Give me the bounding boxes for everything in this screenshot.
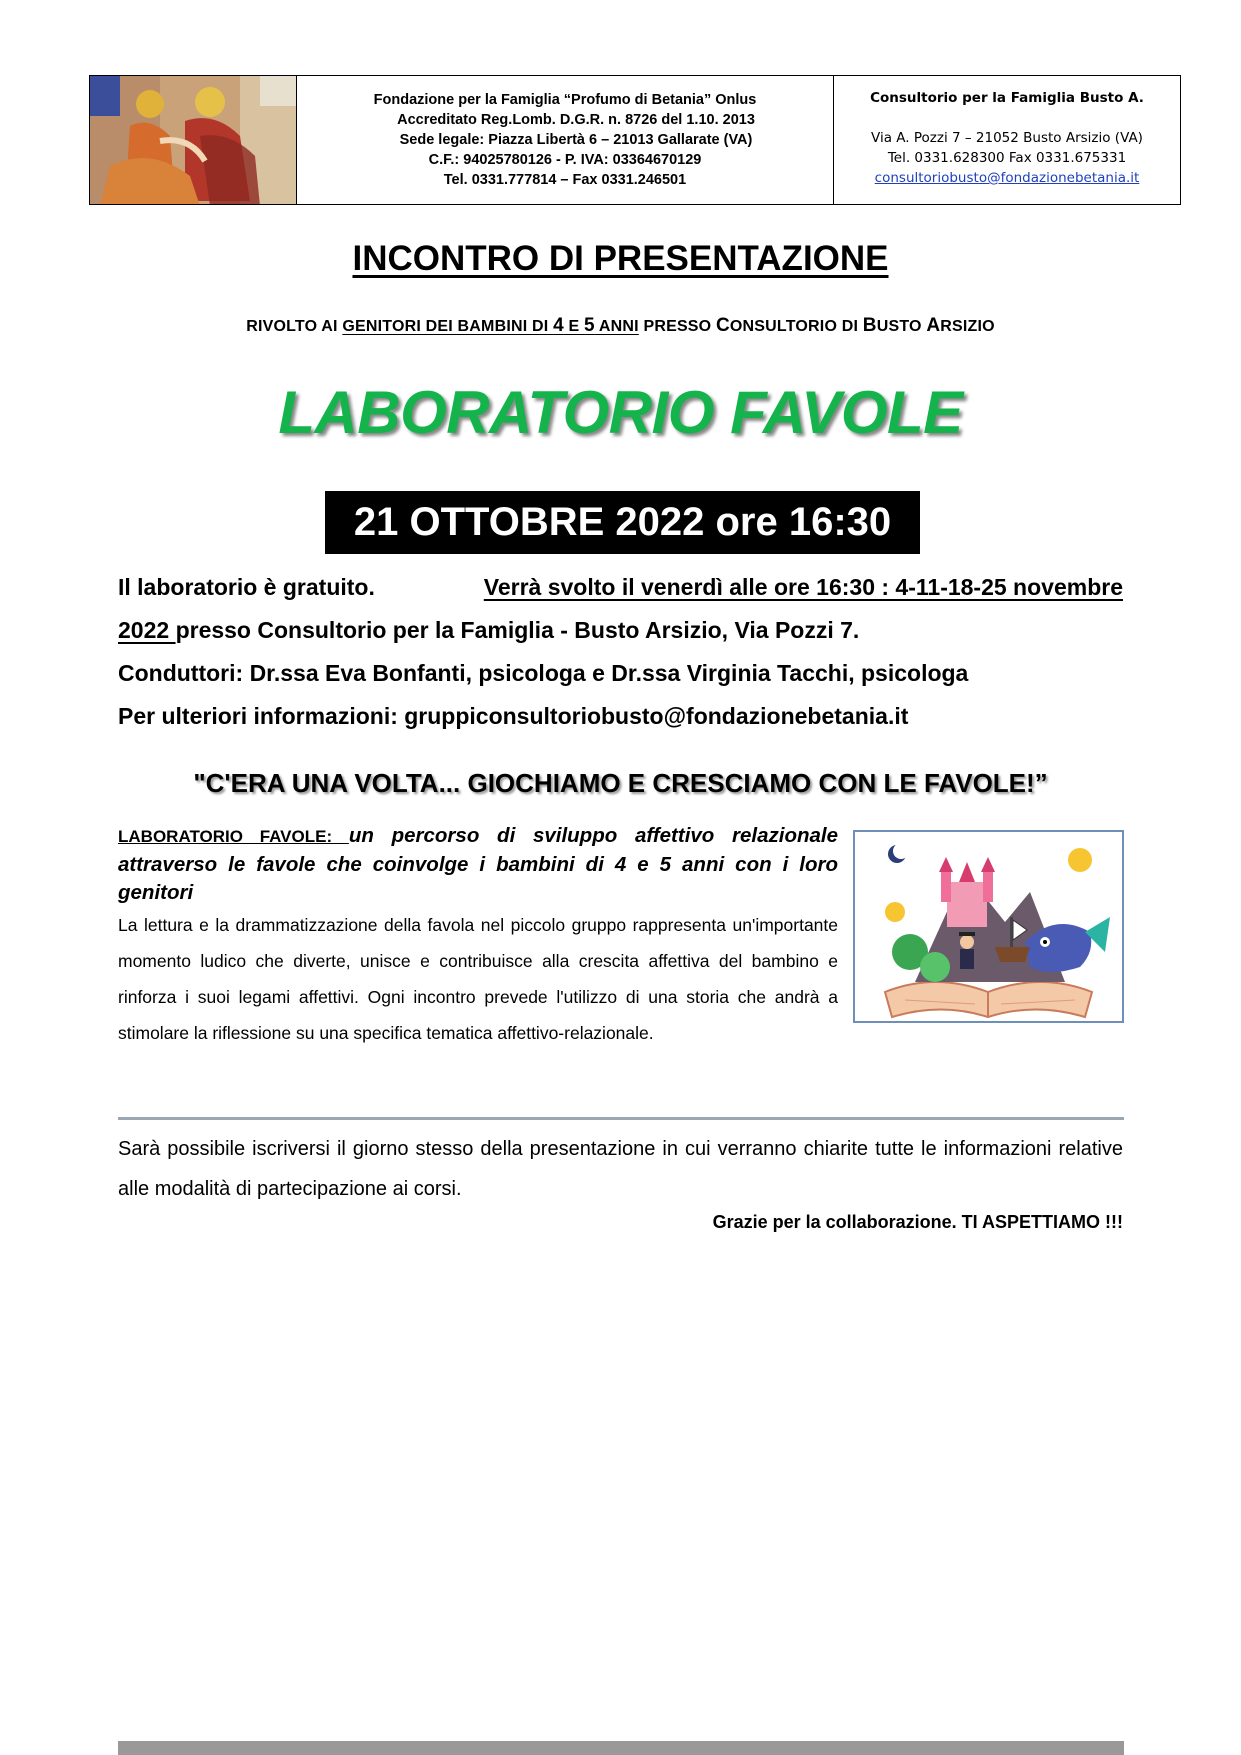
info-text: presso Consultorio per la Famiglia - Busto Arsizio, Via Pozzi 7. — [175, 617, 860, 643]
description-body: La lettura e la drammatizzazione della favola nel piccolo gruppo rappresenta un'importante momento ludico che diverte, unisce e contribuisce alla crescita affettiva del bambino e rinforza i suoi legami affettivi. Ogni incontro prevede l'utilizzo di una storia che andrà a stimolare la riflessione su una specifica tematica affettivo-relazionale. — [118, 915, 838, 1043]
page-title — [0, 239, 1241, 279]
consultorio-title: Consultorio per la Famiglia Busto A. — [870, 90, 1144, 106]
subtitle-part: 4 — [553, 315, 564, 336]
info-line — [118, 609, 1123, 652]
subtitle-part: USTO — [876, 318, 927, 335]
divider — [118, 1117, 1124, 1120]
thanks-text: Grazie per la collaborazione. TI ASPETTIAMO !!! — [712, 1212, 1123, 1232]
subtitle-part: ANNI — [594, 318, 639, 335]
lab-title: LABORATORIO FAVOLE — [278, 379, 963, 446]
subtitle-part: ONSULTORIO DI — [729, 318, 863, 335]
subtitle-part: RIVOLTO AI — [246, 318, 343, 335]
foundation-line: Fondazione per la Famiglia “Profumo di Betania” Onlus — [373, 92, 757, 108]
subtitle-part: A — [926, 315, 941, 336]
subtitle-part: RSIZIO — [940, 318, 995, 335]
quote-heading: "C'ERA UNA VOLTA... GIOCHIAMO E CRESCIAMO CON LE FAVOLE!” — [193, 768, 1048, 798]
description-lead-text: un percorso di sviluppo affettivo relazionale attraverso le favole che coinvolge i bambini di 4 e 5 anni con i loro genitori — [118, 824, 838, 904]
consultorio-email-link[interactable]: consultoriobusto@fondazionebetania.it — [874, 170, 1140, 186]
subtitle-underlined — [342, 315, 639, 336]
consultorio-address: Via A. Pozzi 7 – 21052 Busto Arsizio (VA) — [871, 130, 1143, 146]
date-banner: 21 OTTOBRE 2022 ore 16:30 — [325, 491, 920, 554]
foundation-info — [297, 76, 834, 204]
subtitle-part: PRESSO — [638, 318, 716, 335]
subtitle-part: B — [862, 315, 877, 336]
subtitle-part: E — [563, 318, 585, 335]
info-line — [118, 566, 1123, 609]
description — [118, 822, 838, 1051]
info-line: Conduttori: Dr.ssa Eva Bonfanti, psicologa e Dr.ssa Virginia Tacchi, psicologa — [118, 660, 969, 686]
foundation-line: Sede legale: Piazza Libertà 6 – 21013 Gallarate (VA) — [399, 132, 753, 148]
subtitle-part: GENITORI DEI BAMBINI DI — [342, 318, 554, 335]
foundation-line: Tel. 0331.777814 – Fax 0331.246501 — [443, 172, 687, 188]
letterhead — [89, 75, 1181, 205]
fairy-tale-book-illustration — [853, 830, 1124, 1023]
consultorio-phone: Tel. 0331.628300 Fax 0331.675331 — [887, 150, 1127, 166]
religious-artwork-image — [90, 76, 297, 204]
info-text: Il laboratorio è gratuito. — [118, 574, 375, 600]
closing-text: Sarà possibile iscriversi il giorno stesso della presentazione in cui verranno chiarite tutte le informazioni relative alle modalità di partecipazione ai corsi. — [118, 1138, 1123, 1200]
page-title-text: INCONTRO DI PRESENTAZIONE — [352, 239, 889, 278]
info-line: Per ulteriori informazioni: gruppiconsultoriobusto@fondazionebetania.it — [118, 703, 909, 729]
description-lead — [118, 822, 838, 907]
foundation-line: Accreditato Reg.Lomb. D.G.R. n. 8726 del 1.10. 2013 — [397, 112, 755, 128]
subtitle-part: 5 — [584, 315, 595, 336]
info-text-underlined: Verrà svolto il venerdì alle ore 16:30 : 4-11-18-25 novembre — [483, 574, 1123, 600]
subtitle-part: C — [715, 315, 730, 336]
consultorio-info — [834, 76, 1180, 204]
info-text-underlined: 2022 — [118, 617, 176, 643]
description-tag: LABORATORIO FAVOLE: — [118, 827, 349, 846]
footer-bar — [118, 1741, 1124, 1755]
foundation-line: C.F.: 94025780126 - P. IVA: 03364670129 — [428, 152, 702, 168]
info-block — [118, 566, 1123, 738]
subtitle — [0, 315, 1241, 337]
